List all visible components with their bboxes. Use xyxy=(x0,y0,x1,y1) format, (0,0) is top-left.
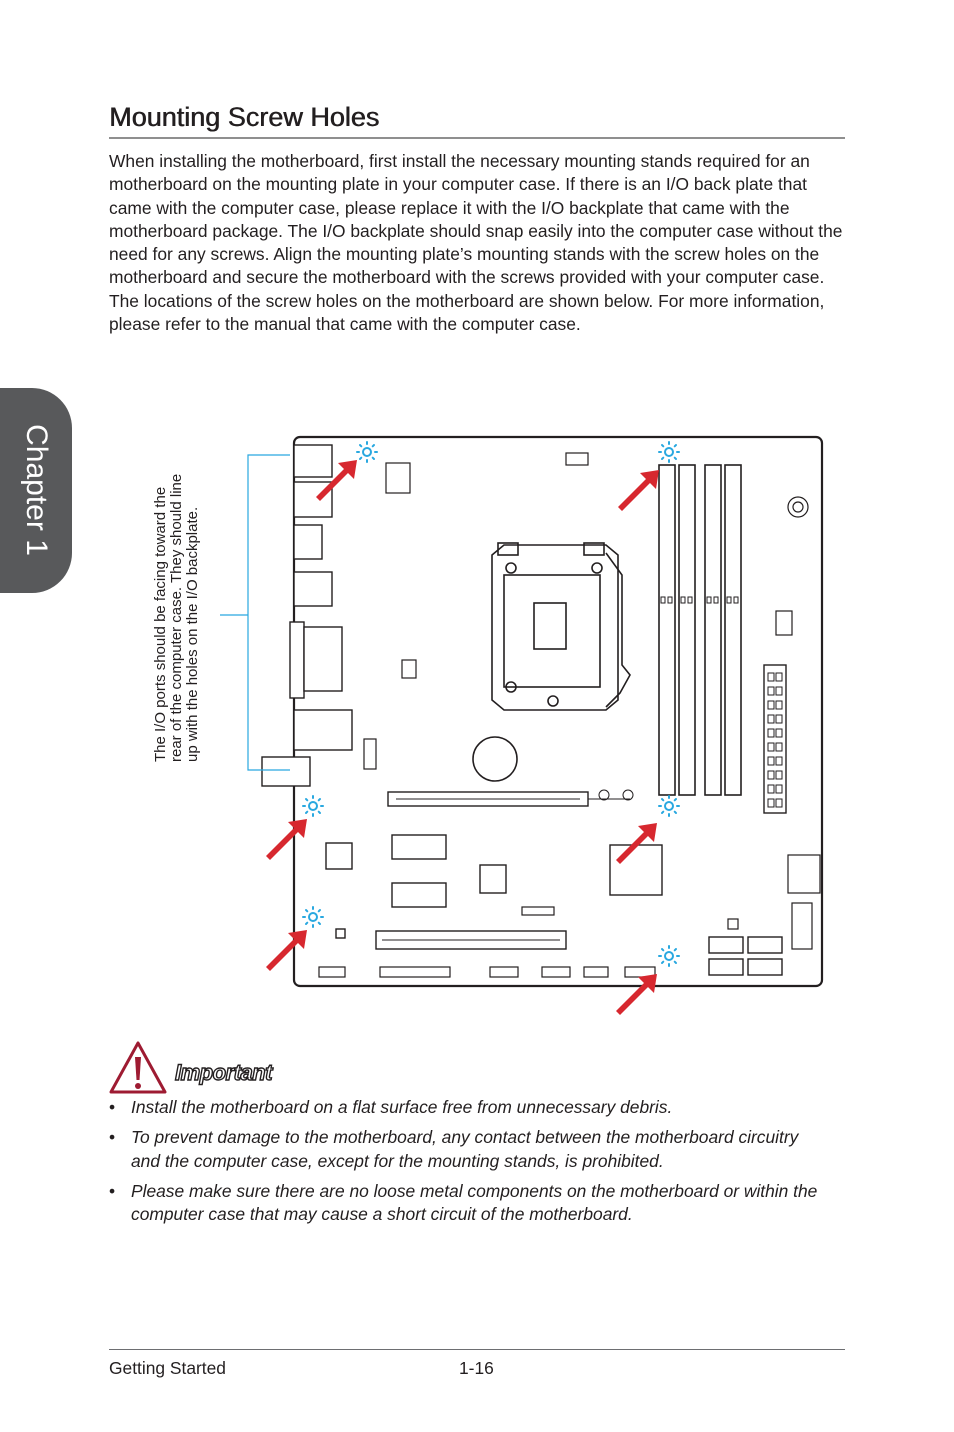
page-title: Mounting Screw Holes xyxy=(109,102,380,132)
list-item-text: To prevent damage to the motherboard, any contact between the motherboard circuitry and the computer case, except for the mounting stands, is prohibited. xyxy=(131,1127,799,1171)
io-note: The I/O ports should be facing toward the rear of the computer case. They should line up with the holes on the I/O backplate. xyxy=(152,473,201,762)
motherboard-diagram xyxy=(100,425,840,1025)
io-note-bracket xyxy=(220,455,290,770)
footer-divider xyxy=(109,1349,845,1350)
page-number: 1-16 xyxy=(459,1358,494,1378)
important-list xyxy=(109,1096,829,1233)
board-outline xyxy=(294,437,822,986)
list-item-text: Install the motherboard on a flat surface free from unnecessary debris. xyxy=(131,1097,673,1117)
atx-power-connector xyxy=(764,665,786,813)
chapter-tab-label: Chapter 1 xyxy=(20,424,53,556)
footer-section: Getting Started xyxy=(109,1358,226,1378)
intro-paragraph: When installing the motherboard, first install the necessary mounting stands required for an motherboard on the mounting plate in your computer case. If there is an I/O back plate that came with the computer case, please replace it with the I/O backplate that came with the motherboard package. The I/O backplate should snap easily into the computer case without the need for any screws. Align the mounting plate’s mounting stands with the screw holes on the motherboard and secure the motherboard with the screws provided with your computer case. The locations of the screw holes on the motherboard are shown below. For more information, please refer to the manual that came with the computer case. xyxy=(109,151,843,335)
chapter-tab xyxy=(0,388,72,593)
title-divider xyxy=(109,137,845,139)
list-item: • Install the motherboard on a flat surface free from unnecessary debris. xyxy=(109,1097,673,1117)
list-item: • Please make sure there are no loose metal components on the motherboard or within the computer case that may cause a short circuit of the motherboard. xyxy=(109,1180,818,1225)
list-item-text: Please make sure there are no loose metal components on the motherboard or within the computer case that may cause a short circuit of the motherboard. xyxy=(131,1180,818,1225)
list-item: • To prevent damage to the motherboard, any contact between the motherboard circuitry and the computer case, except for the mounting stands, is prohibited. xyxy=(109,1127,799,1171)
important-heading: Important xyxy=(175,1060,272,1085)
warning-icon xyxy=(108,1040,168,1096)
cmos-battery xyxy=(473,737,517,781)
